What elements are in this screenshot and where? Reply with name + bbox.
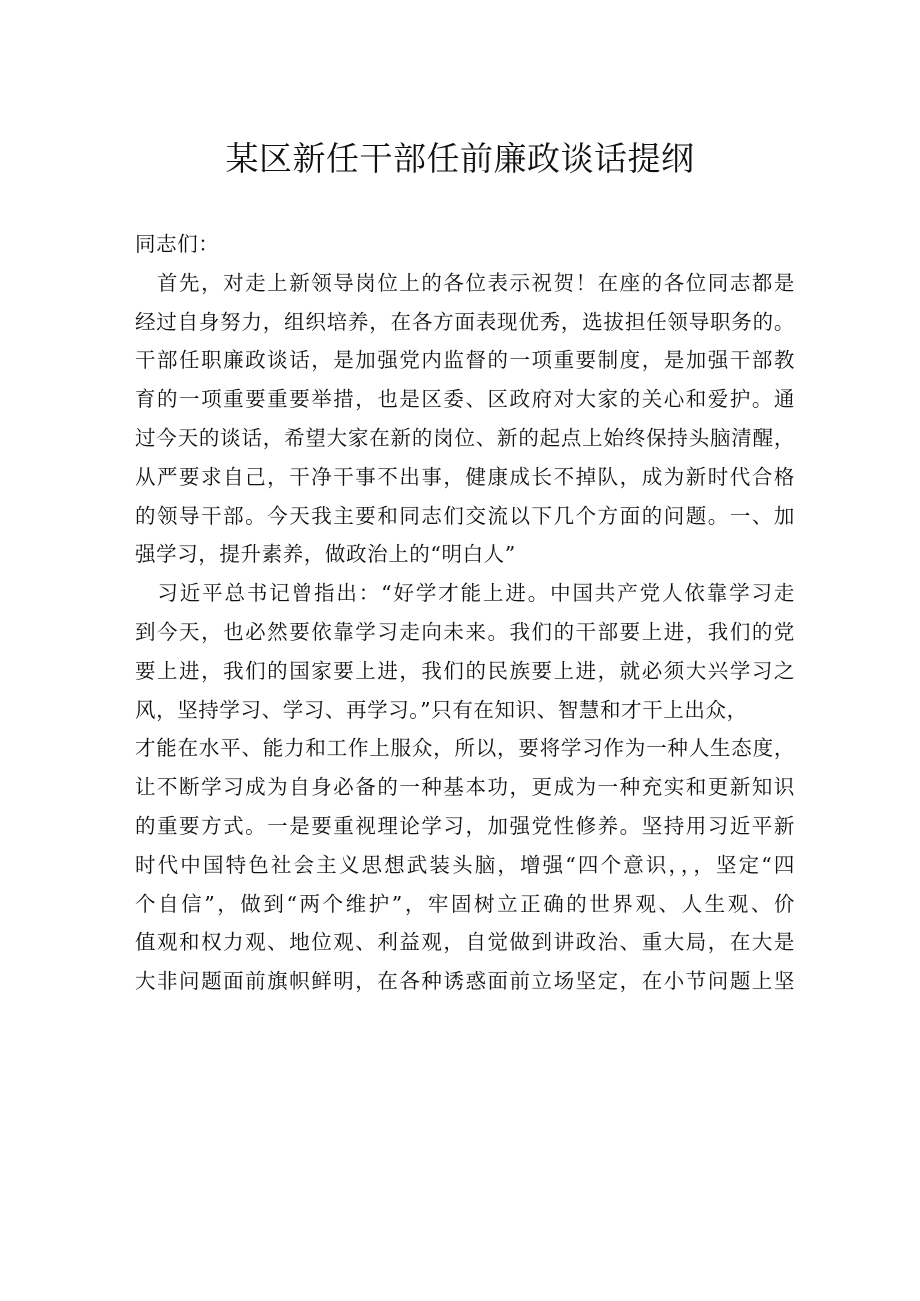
body-line: 的重要方式。一是要重视理论学习，加强党性修养。坚持用习近平新: [135, 813, 795, 838]
document-body: [135, 225, 795, 1001]
body-line: 要上进，我们的国家要上进，我们的民族要上进，就必须大兴学习之: [135, 658, 795, 683]
body-line: 个自信”，做到“两个维护”，牢固树立正确的世界观、人生观、价: [135, 891, 795, 916]
section-heading-line: 强学习，提升素养，做政治上的“明白人”: [135, 542, 516, 567]
body-line: 经过自身努力，组织培养，在各方面表现优秀，选拔担任领导职务的。: [135, 309, 795, 334]
body-line: 习近平总书记曾指出：“好学才能上进。中国共产党人依靠学习走: [135, 581, 795, 606]
body-line: 才能在水平、能力和工作上服众，所以，要将学习作为一种人生态度，: [135, 736, 795, 761]
body-line: 值观和权力观、地位观、利益观，自觉做到讲政治、重大局，在大是: [135, 930, 795, 955]
body-line: 大非问题面前旗帜鲜明，在各种诱惑面前立场坚定，在小节问题上坚: [135, 969, 795, 994]
body-line: 过今天的谈话，希望大家在新的岗位、新的起点上始终保持头脑清醒，: [135, 425, 795, 450]
body-line: 从严要求自己，干净干事不出事，健康成长不掉队，成为新时代合格: [135, 464, 795, 489]
body-line: 的领导干部。今天我主要和同志们交流以下几个方面的问题。一、加: [135, 503, 795, 528]
document-title: 某区新任干部任前廉政谈话提纲: [225, 139, 695, 178]
body-line: 风，坚持学习、学习、再学习。”只有在知识、智慧和才干上出众，: [135, 697, 748, 722]
body-line: 育的一项重要重要举措，也是区委、区政府对大家的关心和爱护。通: [135, 387, 795, 412]
body-line: 时代中国特色社会主义思想武装头脑，增强“四个意识，，，坚定“四: [135, 852, 795, 877]
body-line: 首先，对走上新领导岗位上的各位表示祝贺！在座的各位同志都是: [135, 270, 795, 295]
body-line: 到今天，也必然要依靠学习走向未来。我们的干部要上进，我们的党: [135, 619, 795, 644]
body-line: 让不断学习成为自身必备的一种基本功，更成为一种充实和更新知识: [135, 775, 795, 800]
salutation-line: 同志们：: [135, 232, 220, 256]
body-line: 干部任职廉政谈话，是加强党内监督的一项重要制度，是加强干部教: [135, 348, 795, 373]
